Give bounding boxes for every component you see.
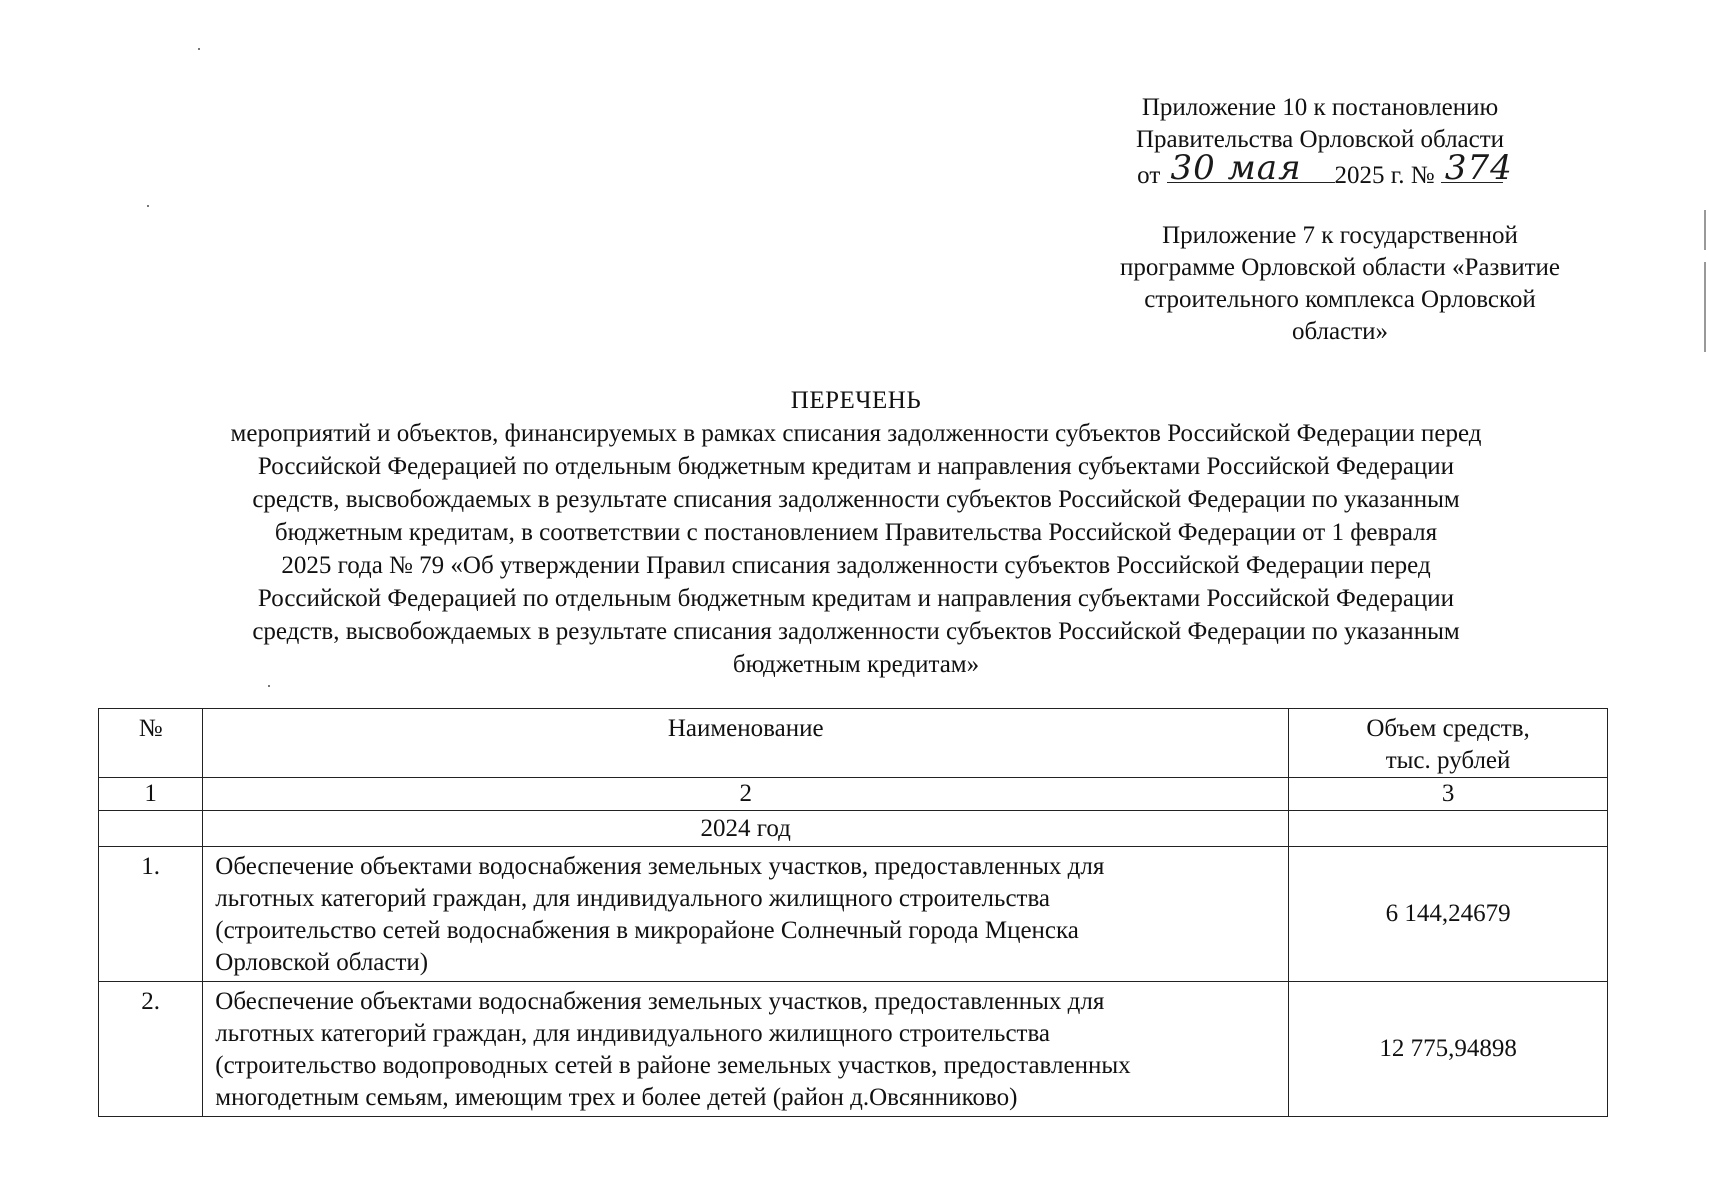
row-name-line: льготных категорий граждан, для индивидуального жилищного строительства (215, 1020, 1051, 1047)
handwritten-number: 374 (1444, 148, 1513, 188)
table-year-row (99, 811, 1608, 847)
row-name-line: льготных категорий граждан, для индивидуального жилищного строительства (215, 885, 1051, 912)
scan-speck (268, 685, 270, 687)
annex-program-line2: программе Орловской области «Развитие (1120, 254, 1560, 281)
row-num: 1. (99, 847, 203, 982)
scan-edge-mark (1704, 210, 1706, 250)
title-line: Российской Федерацией по отдельным бюджетным кредитам и направления субъектами Российской Федерации (257, 453, 1455, 480)
handwritten-date: 30 мая (1170, 148, 1302, 188)
document-title (120, 384, 1592, 681)
number-blank (1441, 148, 1513, 188)
table-row (99, 982, 1608, 1117)
annex-resolution-block (1060, 92, 1580, 192)
row-num: 2. (99, 982, 203, 1117)
title-line: средств, высвобождаемых в результате списания задолженности субъектов Российской Федерации по указанным (252, 618, 1460, 645)
header-num: № (99, 709, 203, 778)
index-cell: 2 (203, 778, 1289, 811)
index-cell: 1 (99, 778, 203, 811)
header-amount-line1: Объем средств, (1366, 715, 1530, 742)
index-cell: 3 (1289, 778, 1608, 811)
header-amount-line2: тыс. рублей (1385, 747, 1511, 774)
row-amount: 6 144,24679 (1289, 847, 1608, 982)
row-name (203, 847, 1289, 982)
year-empty-cell (99, 811, 203, 847)
scan-speck (198, 48, 200, 50)
row-name-line: Обеспечение объектами водоснабжения земельных участков, предоставленных для (215, 988, 1105, 1015)
row-name (203, 982, 1289, 1117)
annex-program-line1: Приложение 7 к государственной (1162, 222, 1518, 249)
title-line: бюджетным кредитам, в соответствии с постановлением Правительства Российской Федерации от 1 февраля (274, 519, 1438, 546)
row-amount: 12 775,94898 (1289, 982, 1608, 1117)
row-name-line: многодетным семьям, имеющим трех и более детей (район д.Овсянниково) (215, 1084, 1018, 1111)
title-line: мероприятий и объектов, финансируемых в рамках списания задолженности субъектов Российской Федерации перед (230, 420, 1482, 447)
annex-program-line4: области» (1291, 318, 1389, 345)
row-name-line: (строительство сетей водоснабжения в микрорайоне Солнечный города Мценска (215, 917, 1079, 944)
row-name-line: (строительство водопроводных сетей в районе земельных участков, предоставленных (215, 1052, 1131, 1079)
annex-resolution-line2: Правительства Орловской области (1135, 126, 1505, 153)
measures-table (98, 708, 1608, 1117)
date-year: 2025 г. № (1334, 162, 1435, 189)
row-name-line: Обеспечение объектами водоснабжения земельных участков, предоставленных для (215, 853, 1105, 880)
title-heading: ПЕРЕЧЕНЬ (790, 387, 922, 414)
year-label: 2024 год (203, 811, 1289, 847)
title-line: бюджетным кредитам» (732, 651, 980, 678)
title-line: Российской Федерацией по отдельным бюджетным кредитам и направления субъектами Российской Федерации (257, 585, 1455, 612)
title-line: 2025 года № 79 «Об утверждении Правил списания задолженности субъектов Российской Федерации перед (281, 552, 1431, 579)
annex-resolution-date-line (1060, 148, 1580, 192)
date-blank (1167, 148, 1335, 188)
year-empty-cell (1289, 811, 1608, 847)
scan-speck (147, 205, 149, 207)
annex-program-block (1060, 220, 1620, 348)
annex-resolution-line1: Приложение 10 к постановлению (1141, 94, 1499, 121)
date-prefix: от (1137, 162, 1161, 189)
title-line: средств, высвобождаемых в результате списания задолженности субъектов Российской Федерации по указанным (252, 486, 1460, 513)
scan-edge-mark (1704, 262, 1706, 352)
annex-program-line3: строительного комплекса Орловской (1144, 286, 1536, 313)
header-amount (1289, 709, 1608, 778)
table-header-row (99, 709, 1608, 778)
table-row (99, 847, 1608, 982)
row-name-line: Орловской области) (215, 949, 429, 976)
table-index-row (99, 778, 1608, 811)
header-name: Наименование (203, 709, 1289, 778)
